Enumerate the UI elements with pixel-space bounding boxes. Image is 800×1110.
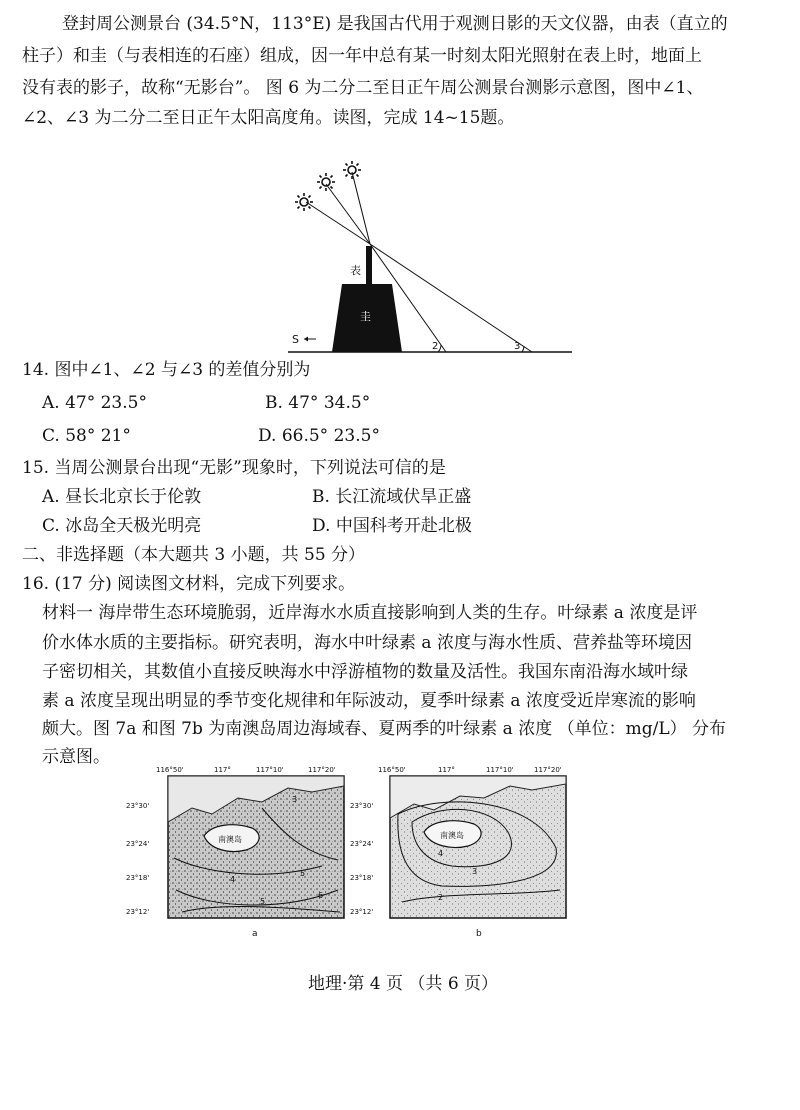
label-gui: 圭 xyxy=(360,310,371,323)
label-biao: 表 xyxy=(350,264,361,277)
map-b-lat-4: 23°12' xyxy=(350,908,374,916)
q16-material-line-2: 价水体水质的主要指标。研究表明，海水中叶绿素 a 浓度与海水性质、营养盐等环境因 xyxy=(42,633,692,653)
q15-option-a[interactable]: A. 昼长北京长于伦敦 xyxy=(42,487,202,507)
q15-option-c[interactable]: C. 冰岛全天极光明亮 xyxy=(42,516,202,536)
sun-icon xyxy=(317,173,335,191)
map-b-lat-3: 23°18' xyxy=(350,874,374,882)
sun-ray-1 xyxy=(306,202,370,244)
sun-icon xyxy=(295,193,313,211)
map-a-lat-2: 23°24' xyxy=(126,840,150,848)
map-b-lat-1: 23°30' xyxy=(350,802,374,810)
label-angle-2: 2 xyxy=(432,341,439,352)
sun-ray-2 xyxy=(326,184,370,244)
section-2-heading: 二、非选择题（本大题共 3 小题，共 55 分） xyxy=(22,545,366,565)
map-b-caption: b xyxy=(476,929,482,939)
map-b-contour-label: 3 xyxy=(472,867,478,876)
map-a-contour-label: 4 xyxy=(230,875,236,884)
sun-icon xyxy=(343,161,361,179)
map-a xyxy=(126,766,344,939)
angle-arc-2 xyxy=(438,345,441,352)
map-b-lon-2: 117° xyxy=(438,766,455,774)
label-south: S xyxy=(292,333,299,346)
intro-line-3: 没有表的影子，故称“无影台”。 图 6 为二分二至日正午周公测景台测影示意图，图中∠1、 xyxy=(22,78,704,98)
biao-pillar xyxy=(366,246,372,284)
map-a-island-label: 南澳岛 xyxy=(218,835,242,844)
map-a-contour-label: 6 xyxy=(318,891,324,900)
q15-stem: 15. 当周公测景台出现“无影”现象时，下列说法可信的是 xyxy=(22,458,446,478)
map-a-lat-4: 23°12' xyxy=(126,908,150,916)
q16-material-line-1: 材料一 海岸带生态环境脆弱，近岸海水水质直接影响到人类的生存。叶绿素 a 浓度是评 xyxy=(42,603,698,623)
q14-option-a[interactable]: A. 47° 23.5° xyxy=(42,393,147,413)
angle-arc-3 xyxy=(522,346,524,352)
map-a-lon-4: 117°20' xyxy=(308,766,336,774)
map-a-lon-1: 116°50' xyxy=(156,766,184,774)
map-a-contour-label: 3 xyxy=(292,795,298,804)
map-b-lon-3: 117°10' xyxy=(486,766,514,774)
intro-line-2: 柱子）和圭（与表相连的石座）组成，因一年中总有某一时刻太阳光照射在表上时，地面上 xyxy=(22,46,702,66)
map-a-contour-label: 5 xyxy=(300,869,306,878)
figure-7-chlorophyll-maps xyxy=(112,762,592,942)
figure-6-gnomon-diagram xyxy=(280,150,580,360)
q15-option-b[interactable]: B. 长江流域伏旱正盛 xyxy=(312,487,472,507)
sun-ray-3 xyxy=(352,172,370,244)
map-a-lon-3: 117°10' xyxy=(256,766,284,774)
map-a-lat-1: 23°30' xyxy=(126,802,150,810)
map-b-lon-1: 116°50' xyxy=(378,766,406,774)
q14-option-d[interactable]: D. 66.5° 23.5° xyxy=(258,426,380,446)
q16-material-line-5: 颇大。图 7a 和图 7b 为南澳岛周边海域春、夏两季的叶绿素 a 浓度 （单位：mg/L） 分布 xyxy=(42,719,727,739)
map-a-contour-label: 5 xyxy=(260,897,266,906)
map-b xyxy=(350,766,566,939)
map-a-caption: a xyxy=(252,929,258,939)
map-a-lat-3: 23°18' xyxy=(126,874,150,882)
q16-material-line-6: 示意图。 xyxy=(42,747,110,767)
map-b-contour-label: 4 xyxy=(438,849,444,858)
q16-stem: 16. (17 分) 阅读图文材料，完成下列要求。 xyxy=(22,574,356,594)
label-angle-3: 3 xyxy=(514,341,521,352)
map-b-lon-4: 117°20' xyxy=(534,766,562,774)
map-b-island-label: 南澳岛 xyxy=(440,831,464,840)
q15-option-d[interactable]: D. 中国科考开赴北极 xyxy=(312,516,472,536)
map-a-lon-2: 117° xyxy=(214,766,231,774)
q14-option-c[interactable]: C. 58° 21° xyxy=(42,426,131,446)
map-b-contour-label: 2 xyxy=(438,893,444,902)
intro-line-4: ∠2、∠3 为二分二至日正午太阳高度角。读图，完成 14~15题。 xyxy=(22,108,515,128)
q16-material-line-3: 子密切相关，其数值小直接反映海水中浮游植物的数量及活性。我国东南沿海水域叶绿 xyxy=(42,662,688,682)
map-b-lat-2: 23°24' xyxy=(350,840,374,848)
q14-stem: 14. 图中∠1、∠2 与∠3 的差值分别为 xyxy=(22,360,311,380)
q16-material-line-4: 素 a 浓度呈现出明显的季节变化规律和年际波动，夏季叶绿素 a 浓度受近岸寒流的影响 xyxy=(42,691,696,711)
page-footer: 地理·第 4 页 （共 6 页） xyxy=(308,974,499,994)
q14-option-b[interactable]: B. 47° 34.5° xyxy=(265,393,371,413)
intro-line-1: 登封周公测景台 (34.5°N，113°E) 是我国古代用于观测日影的天文仪器，由表（直立的 xyxy=(62,14,728,34)
